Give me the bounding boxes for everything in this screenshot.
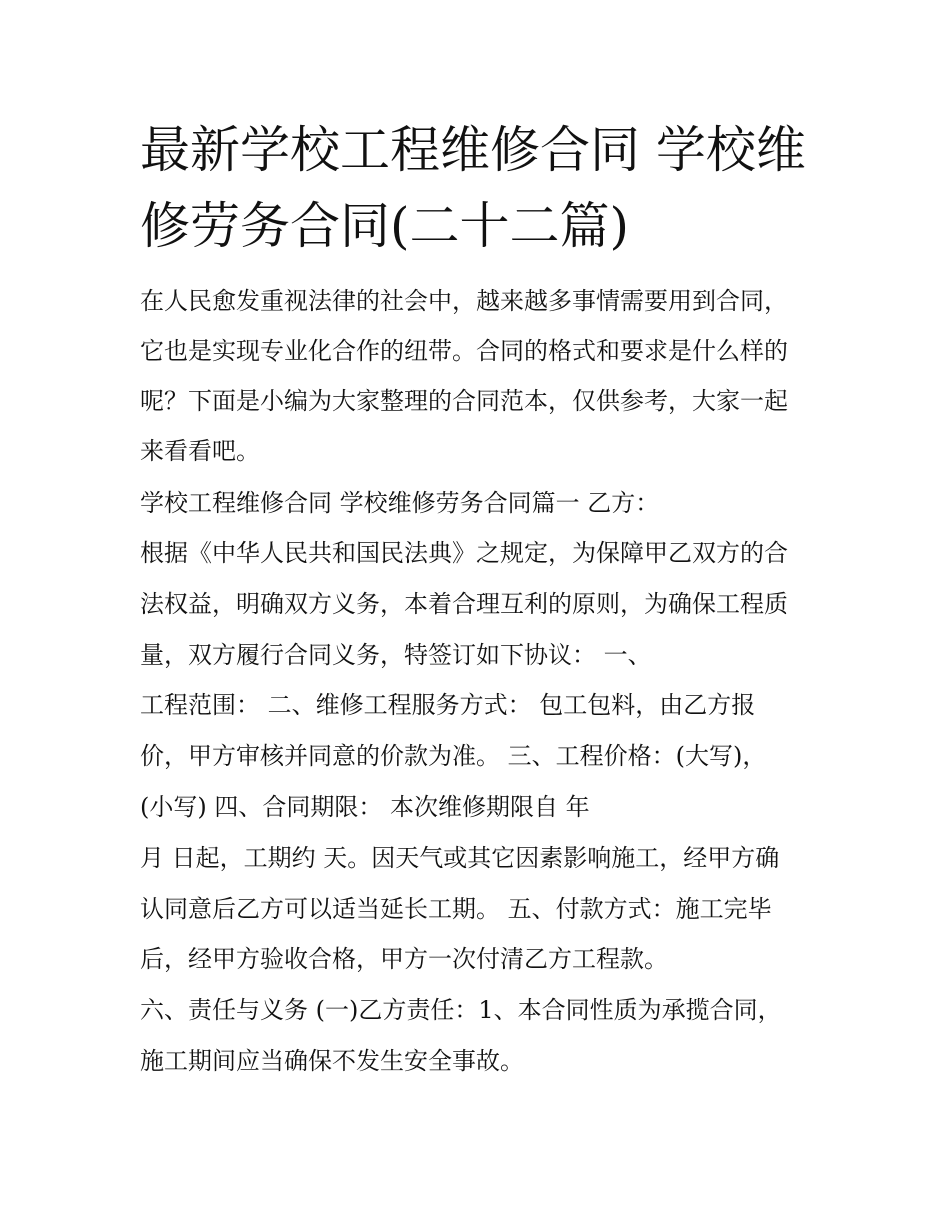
- body-line-12: 月 日起，工期约 天。因天气或其它因素影响施工，经甲方确: [140, 844, 780, 872]
- section-heading-1: 学校工程维修合同 学校维修劳务合同篇一 乙方：: [140, 489, 660, 517]
- body-line-6: 根据《中华人民共和国民法典》之规定，为保障甲乙双方的合: [140, 539, 788, 567]
- body-line-9: 工程范围： 二、维修工程服务方式： 包工包料，由乙方报: [140, 691, 756, 719]
- document-title: [140, 112, 820, 264]
- title-line-2: 修劳务合同(二十二篇): [140, 197, 630, 255]
- body-line-4: 来看看吧。: [140, 437, 260, 465]
- body-line-2: 它也是实现专业化合作的纽带。合同的格式和要求是什么样的: [140, 337, 788, 365]
- body-line-11: (小写) 四、合同期限： 本次维修期限自 年: [140, 793, 590, 821]
- body-line-10: 价，甲方审核并同意的价款为准。 三、工程价格：(大写)，: [140, 742, 767, 770]
- body-line-8: 量，双方履行合同义务，特签订如下协议： 一、: [140, 641, 652, 669]
- body-line-13: 认同意后乙方可以适当延长工期。 五、付款方式：施工完毕: [140, 895, 772, 923]
- body-line-14: 后，经甲方验收合格，甲方一次付清乙方工程款。: [140, 945, 668, 973]
- body-line-3: 呢？下面是小编为大家整理的合同范本，仅供参考，大家一起: [140, 387, 788, 415]
- body-line-16: 施工期间应当确保不发生安全事故。: [140, 1047, 524, 1075]
- title-line-1: 最新学校工程维修合同 学校维: [140, 121, 806, 179]
- body-line-1: 在人民愈发重视法律的社会中，越来越多事情需要用到合同，: [140, 287, 788, 315]
- body-line-7: 法权益，明确双方义务，本着合理互利的原则，为确保工程质: [140, 590, 788, 618]
- body-line-15: 六、责任与义务 (一)乙方责任：1、本合同性质为承揽合同，: [140, 996, 782, 1024]
